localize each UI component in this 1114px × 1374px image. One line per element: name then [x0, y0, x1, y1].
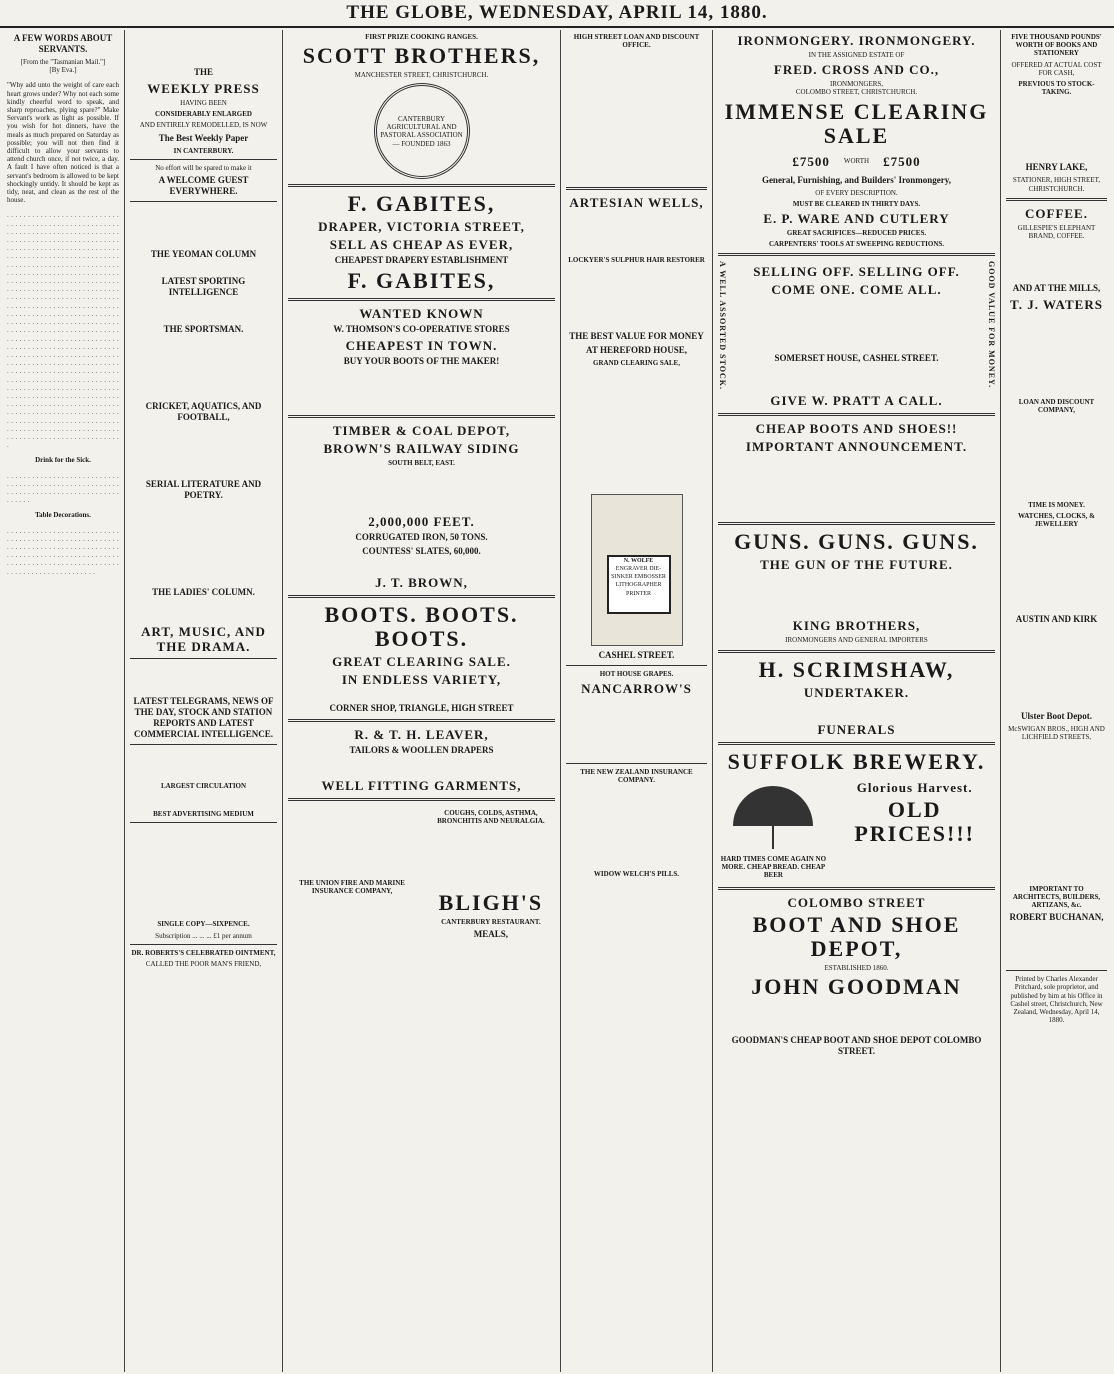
- umbrella-icon: [728, 781, 818, 851]
- weekly-press-title: WEEKLY PRESS: [147, 81, 260, 96]
- brewery-ad: [718, 777, 995, 883]
- king-brothers: KING BROTHERS,: [792, 618, 921, 634]
- pratt-call: GIVE W. PRATT A CALL.: [770, 393, 943, 409]
- divider: [288, 595, 555, 598]
- lockyers-restorer: LOCKYER'S SULPHUR HAIR RESTORER: [568, 256, 705, 265]
- come-one-all: COME ONE. COME ALL.: [771, 282, 942, 298]
- umbrella-canopy: [733, 786, 813, 826]
- blighs-meals: MEALS,: [473, 929, 509, 940]
- loan-office: HIGH STREET LOAN AND DISCOUNT OFFICE.: [573, 33, 700, 50]
- guns-header: GUNS. GUNS. GUNS.: [734, 529, 979, 555]
- article-body-filler-2: . . . . . . . . . . . . . . . . . . . . . . . . . . . . . . . . . . . . . . . . . . . . . . . . . . . . . . . . . . . . . . . . . . . . . . . . . . . . . . . . . . . . . . .: [7, 471, 119, 505]
- henry-lake: HENRY LAKE,: [1025, 162, 1088, 173]
- divider: [288, 798, 555, 801]
- hard-times: HARD TIMES COME AGAIN NO MORE. CHEAP BREAD. CHEAP BEER: [720, 854, 827, 880]
- john-goodman: JOHN GOODMAN: [751, 974, 962, 1000]
- countess-slates: COUNTESS' SLATES, 60,000.: [362, 545, 481, 556]
- great-clearing-sale: GREAT CLEARING SALE.: [332, 653, 511, 669]
- austin-kirk: AUSTIN AND KIRK: [1015, 614, 1098, 625]
- general-ironmongery: General, Furnishing, and Builders' Ironmongery,: [761, 174, 952, 185]
- weekly-press-ladies: THE LADIES' COLUMN.: [152, 587, 255, 598]
- ointment-title: DR. ROBERTS'S CELEBRATED OINTMENT,: [131, 948, 276, 957]
- thirty-days: MUST BE CLEARED IN THIRTY DAYS.: [792, 199, 921, 208]
- column-3: [283, 30, 561, 1372]
- ironmongers: IRONMONGERS,: [829, 80, 884, 89]
- glorious-harvest: Glorious Harvest.: [856, 779, 973, 795]
- cross-co: FRED. CROSS AND CO.,: [773, 62, 940, 78]
- henry-lake-sub: STATIONER, HIGH STREET, CHRISTCHURCH.: [1012, 176, 1101, 193]
- ointment-sub: CALLED THE POOR MAN'S FRIEND,: [145, 960, 262, 969]
- side-text-left: A WELL ASSORTED STOCK.: [718, 261, 728, 391]
- time-money: TIME IS MONEY.: [1028, 500, 1085, 509]
- ulster-sub: McSWIGAN BROS., HIGH AND LICHFIELD STREETS,: [1008, 725, 1105, 742]
- coffee-sub: GILLESPIE'S ELEPHANT BRAND, COFFEE.: [1017, 223, 1096, 241]
- weekly-press-the: THE: [193, 67, 213, 77]
- ironmongery-header: IRONMONGERY. IRONMONGERY.: [737, 33, 976, 48]
- wanted-known: WANTED KNOWN: [359, 306, 484, 322]
- carpenters-tools: CARPENTERS' TOOLS AT SWEEPING REDUCTIONS.: [768, 240, 945, 249]
- king-sub: IRONMONGERS AND GENERAL IMPORTERS: [785, 636, 928, 645]
- weekly-press-cricket: CRICKET, AQUATICS, AND FOOTBALL,: [145, 401, 262, 423]
- watches: WATCHES, CLOCKS, & JEWELLERY: [1018, 511, 1095, 529]
- divider: [718, 650, 995, 653]
- weekly-press-sporting: LATEST SPORTING INTELLIGENCE: [161, 276, 246, 298]
- selling-off: SELLING OFF. SELLING OFF.: [753, 264, 960, 280]
- gabites-sub: DRAPER, VICTORIA STREET,: [318, 219, 525, 235]
- union-fire: THE UNION FIRE AND MARINE INSURANCE COMPANY,: [299, 878, 405, 895]
- article-body-filler-3: . . . . . . . . . . . . . . . . . . . . . . . . . . . . . . . . . . . . . . . . . . . . . . . . . . . . . . . . . . . . . . . . . . . . . . . . . . . . . . . . . . . . . . . . . . . . . . . . . . . . . . . . . . . . . . . . . . . . . . . . . . . . . . . . . . . . . . . . . . . . . . . . . . . . . . . . . . . . .: [7, 526, 119, 576]
- masthead: THE GLOBE, WEDNESDAY, APRIL 14, 1880.: [0, 0, 1114, 28]
- old-prices: OLD PRICES!!!: [854, 796, 975, 846]
- widow-welch: WIDOW WELCH'S PILLS.: [593, 870, 680, 879]
- tj-waters: T. J. WATERS: [1010, 297, 1103, 313]
- assigned-estate: IN THE ASSIGNED ESTATE OF: [808, 51, 905, 59]
- weekly-press-enlarged: CONSIDERABLY ENLARGED: [155, 110, 252, 119]
- knight-shield: [607, 555, 671, 614]
- endless-variety: IN ENDLESS VARIETY,: [341, 671, 502, 687]
- gabites-title-2: F. GABITES,: [347, 268, 496, 294]
- weekly-press-yeoman: THE YEOMAN COLUMN: [150, 249, 257, 260]
- corrugated-iron: CORRUGATED IRON, 50 TONS.: [355, 531, 488, 542]
- weekly-press-circulation: LARGEST CIRCULATION: [160, 782, 247, 791]
- corner-shop: CORNER SHOP, TRIANGLE, HIGH STREET: [329, 702, 514, 713]
- timber-depot: TIMBER & COAL DEPOT,: [332, 423, 511, 439]
- goodman-footer: GOODMAN'S CHEAP BOOT AND SHOE DEPOT COLOMBO STREET.: [731, 1035, 982, 1057]
- sacrifices: GREAT SACRIFICES—REDUCED PRICES.: [786, 229, 927, 238]
- south-belt: SOUTH BELT, EAST.: [388, 459, 455, 468]
- divider: [288, 184, 555, 187]
- leaver-title: R. & T. H. LEAVER,: [354, 726, 489, 742]
- timber-feet: 2,000,000 FEET.: [368, 513, 475, 529]
- divider: [130, 159, 277, 160]
- weekly-press-telegrams: LATEST TELEGRAMS, NEWS OF THE DAY, STOCK AND STATION REPORTS AND LATEST COMMERCIAL INTELLIGENCE.: [133, 696, 274, 740]
- actual-cost: OFFERED AT ACTUAL COST FOR CASH,: [1011, 60, 1102, 77]
- divider: [718, 253, 995, 256]
- divider: [566, 665, 707, 666]
- article-body-filler: . . . . . . . . . . . . . . . . . . . . . . . . . . . . . . . . . . . . . . . . . . . . . . . . . . . . . . . . . . . . . . . . . . . . . . . . . . . . . . . . . . . . . . . . . . . . . . . . . . . . . . . . . . . . . . . . . . . . . . . . . . . . . . . . . . . . . . . . . . . . . . . . . . . . . . . . . . . . . . . . . . . . . . . . . . . . . . . . . . . . . . . . . . . . . . . . . . . . . . . . . . . . . . . . . . . . . . . . . . . . . . . . . . . . . . . . . . . . . . . . . . . . . . . . . . . . . . . . . . . . . . . . . . . . . . . . . . . . . . . . . . . . . . . . . . . . . . . . . . . . . . . . . . . . . . . . . . . . . . . . . . . . . . . . . . . . . . . . . . . . . . . . . . . . . . . . . . . . . . . . . . . . . . . . . . . . . . . . . . . . . . . . . . . . . . . . . . . . . . . . . . . . . . . . . . . . . . . . . . . . . . . . . . . . . . . . . . . . . . . . . . . . . . . . . . . . . . . . . . . . . . . . . . . . . . . . . . . . . . . . . . . . . . . . . . . . . . . . . . . . . . . . . . . . . . . . . . . . . . . . . . . . . . . . . . . . . . . . . . . . . . . . . . . . . . . . . . . . . . . . . . . . . . . . . . . . . . . . . . . . . . . . . . . . . . . . . . . . . . . . . . . . . . . . . . . . . . . . . . . . . . . . . . . . . . . . . . . . . . . . . . . . . . . . . . . . . . . . . . . . . . . . . . . . . . . . . . . . . . . . . . . . . . . . . . . . . . . . . . . . . . . . . . . . . . . . . . . . . . . . . . . . . . . . . . . . . . . . . . . . . . . . . . . . . . . . . . . . .: [7, 211, 119, 450]
- best-value: THE BEST VALUE FOR MONEY: [569, 330, 704, 341]
- divider: [1006, 198, 1107, 201]
- weekly-press-serial: SERIAL LITERATURE AND POETRY.: [145, 479, 262, 501]
- weekly-press-welcome: A WELCOME GUEST EVERYWHERE.: [158, 175, 249, 197]
- cheap-boots: CHEAP BOOTS AND SHOES!!: [755, 421, 958, 437]
- divider: [130, 201, 277, 202]
- weekly-press-subscription: Subscription ... ... ... £1 per annum: [155, 931, 252, 940]
- gabites-title: F. GABITES,: [347, 191, 496, 217]
- artesian-wells: ARTESIAN WELLS,: [569, 195, 704, 211]
- scrimshaw: H. SCRIMSHAW,: [758, 656, 955, 682]
- divider: [566, 187, 707, 190]
- colombo-street: COLOMBO STREET: [787, 895, 926, 911]
- divider: [288, 415, 555, 418]
- amount-row: [718, 151, 995, 172]
- divider: [718, 742, 995, 745]
- divider: [130, 822, 277, 823]
- divider: [130, 744, 277, 745]
- divider: [288, 719, 555, 722]
- hereford-house: AT HEREFORD HOUSE,: [586, 344, 687, 355]
- jt-brown: J. T. BROWN,: [375, 574, 468, 590]
- amount-2: £7500: [883, 153, 921, 169]
- article-heading-table: Table Decorations.: [35, 511, 91, 520]
- established: ESTABLISHED 1860.: [824, 964, 889, 973]
- divider: [130, 944, 277, 945]
- scott-title: SCOTT BROTHERS,: [302, 43, 541, 69]
- cheapest-town: CHEAPEST IN TOWN.: [345, 338, 498, 354]
- weekly-press-remodelled: AND ENTIRELY REMODELLED, IS NOW: [139, 121, 268, 130]
- ulster-depot: Ulster Boot Depot.: [1020, 711, 1093, 722]
- robert-buchanan: ROBERT BUCHANAN,: [1009, 912, 1104, 923]
- stock-taking: PREVIOUS TO STOCK-TAKING.: [1018, 80, 1095, 97]
- ranges-header: FIRST PRIZE COOKING RANGES.: [365, 33, 478, 41]
- weekly-press-sportsman: THE SPORTSMAN.: [163, 324, 244, 335]
- divider: [718, 887, 995, 890]
- nancarrows: NANCARROW'S: [581, 681, 692, 697]
- coughs-colds: COUGHS, COLDS, ASTHMA, BRONCHITIS AND NEURALGIA.: [437, 808, 545, 825]
- well-fitting: WELL FITTING GARMENTS,: [321, 777, 522, 793]
- article-body: "Why add unto the weight of care each heart grows under? Why not each some kindly cheerful word to speak, and sharp reproaches, plying spare?" Make Servant's work as light as possible. If you wish for hot dinners, have the meals as much prepared on Saturday as possible; you will not then find it difficult to allow your servants to attend church once, if not twice, a day. A fault I have often noticed is that a servant's bedroom is allowed to be kept shockingly untidy. It should be kept as tidy, neat, and clean as the rest of the house.: [7, 81, 119, 205]
- association-seal-icon: [374, 83, 470, 179]
- cashel-street: CASHEL STREET.: [598, 649, 675, 660]
- buy-boots: BUY YOUR BOOTS OF THE MAKER!: [343, 356, 500, 367]
- weekly-press-price: SINGLE COPY—SIXPENCE.: [157, 920, 250, 929]
- column-1: [2, 30, 125, 1372]
- immense-sale: IMMENSE CLEARING SALE: [724, 98, 989, 148]
- cheapest-drapery: CHEAPEST DRAPERY ESTABLISHMENT: [334, 255, 509, 266]
- the-mills: AND AT THE MILLS,: [1012, 283, 1101, 294]
- grand-clearing-sale: GRAND CLEARING SALE,: [593, 358, 680, 367]
- hothouse-grapes: HOT HOUSE GRAPES.: [599, 669, 674, 678]
- loan-discount: LOAN AND DISCOUNT COMPANY,: [1018, 398, 1095, 415]
- lower-ads-row: [288, 806, 555, 944]
- divider: [288, 298, 555, 301]
- column-6: [1001, 30, 1112, 1372]
- boots-header: BOOTS. BOOTS. BOOTS.: [324, 601, 519, 651]
- weekly-press-advertising: BEST ADVERTISING MEDIUM: [153, 810, 254, 819]
- suffolk-brewery: SUFFOLK BREWERY.: [727, 748, 986, 774]
- divider: [566, 763, 707, 764]
- divider: [1006, 970, 1107, 971]
- architects: IMPORTANT TO ARCHITECTS, BUILDERS, ARTIZANS, &c.: [1012, 884, 1101, 910]
- leaver-tailors: TAILORS & WOOLLEN DRAPERS: [349, 744, 494, 755]
- article-title: A FEW WORDS ABOUT SERVANTS.: [13, 33, 113, 54]
- knight-engraver-icon: [591, 494, 683, 646]
- funerals: FUNERALS: [817, 721, 896, 737]
- knight-trade: ENGRAVER DIE-SINKER EMBOSSER LITHOGRAPHER PRINTER: [611, 566, 666, 597]
- column-5: [713, 30, 1001, 1372]
- printer-imprint: Printed by Charles Alexander Pritchard, sole proprietor, and published by him at his Office in Cashel street, Christchurch, New Zealand, Wednesday, April 14, 1880.: [1010, 975, 1103, 1025]
- article-heading-drink: Drink for the Sick.: [35, 456, 91, 465]
- brown-siding: BROWN'S RAILWAY SIDING: [323, 441, 520, 457]
- divider: [718, 522, 995, 525]
- amount-1: £7500: [792, 153, 830, 169]
- important-announcement: IMPORTANT ANNOUNCEMENT.: [745, 439, 968, 455]
- boot-shoe-depot: BOOT AND SHOE DEPOT,: [752, 912, 961, 962]
- column-2: [125, 30, 283, 1372]
- amount-worth: WORTH: [843, 157, 870, 165]
- weekly-press-having: HAVING BEEN: [180, 99, 227, 107]
- weekly-press-best: The Best Weekly Paper: [158, 132, 249, 143]
- sell-cheap: SELL AS CHEAP AS EVER,: [329, 237, 514, 253]
- thomson-stores: W. THOMSON'S CO-OPERATIVE STORES: [333, 324, 510, 335]
- undertaker: UNDERTAKER.: [803, 684, 910, 700]
- side-text-right: GOOD VALUE FOR MONEY.: [987, 261, 996, 389]
- colombo-address: COLOMBO STREET, CHRISTCHURCH.: [795, 88, 918, 97]
- column-4: [561, 30, 713, 1372]
- divider: [130, 658, 277, 659]
- knight-name: N. WOLFE: [623, 557, 654, 564]
- weekly-press-canterbury: IN CANTERBURY.: [173, 146, 234, 155]
- scott-address: MANCHESTER STREET, CHRISTCHURCH.: [354, 71, 489, 80]
- selling-off-ad: [718, 261, 995, 390]
- blighs-sub: CANTERBURY RESTAURANT.: [441, 918, 541, 927]
- columns: [2, 30, 1112, 1372]
- article-byline: [By Eva.]: [49, 66, 77, 75]
- ware-cutlery: E. P. WARE AND CUTLERY: [763, 211, 950, 227]
- blighs-title: BLIGH'S: [438, 890, 544, 916]
- article-source: [From the "Tasmanian Mail."]: [20, 58, 106, 66]
- weekly-press-art: ART, MUSIC, AND THE DRAMA.: [141, 624, 266, 655]
- umbrella-stick: [772, 821, 774, 849]
- divider: [718, 413, 995, 416]
- seal-text: CANTERBURY AGRICULTURAL AND PASTORAL ASSOCIATION — FOUNDED 1863: [380, 115, 463, 148]
- somerset-house: SOMERSET HOUSE, CASHEL STREET.: [774, 353, 939, 364]
- every-description: OF EVERY DESCRIPTION.: [815, 188, 898, 197]
- nz-insurance: THE NEW ZEALAND INSURANCE COMPANY.: [580, 768, 693, 785]
- five-thousand: FIVE THOUSAND POUNDS' WORTH OF BOOKS AND STATIONERY: [1011, 33, 1102, 58]
- coffee: COFFEE.: [1025, 205, 1088, 221]
- gun-future: THE GUN OF THE FUTURE.: [760, 557, 953, 573]
- weekly-press-effort: No effort will be spared to make it: [155, 163, 252, 172]
